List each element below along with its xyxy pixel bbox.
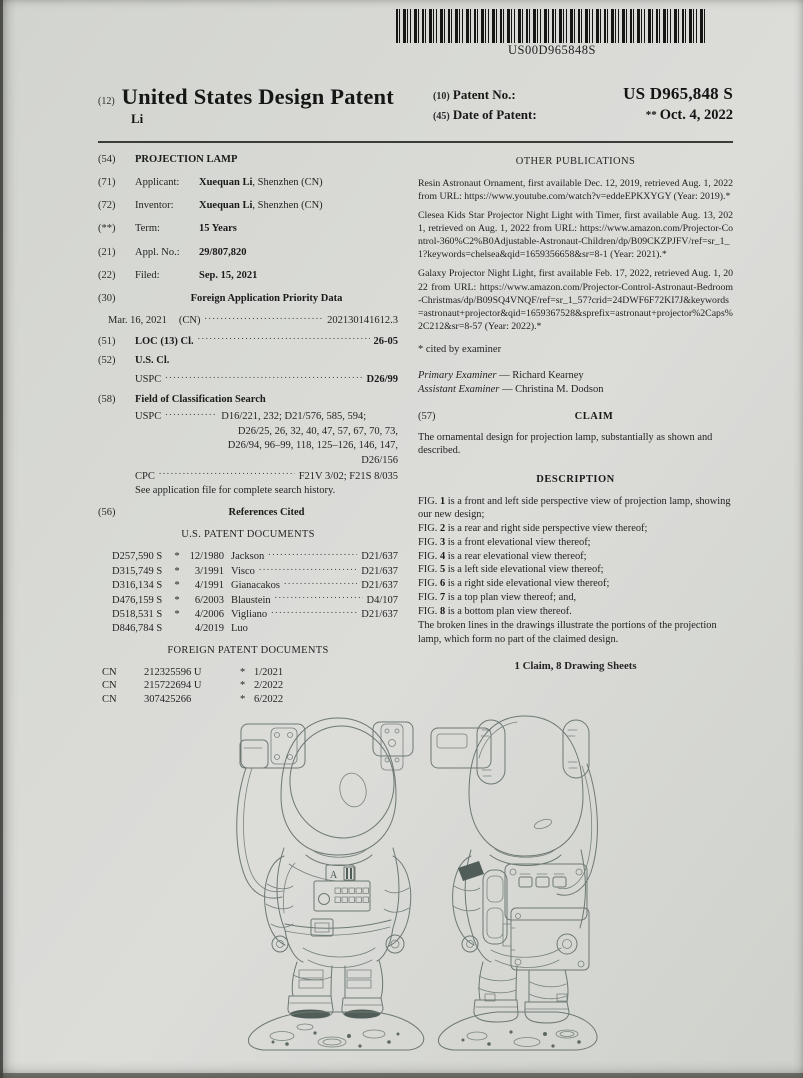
term-value: 15 Years — [199, 223, 237, 235]
ref-date: 4/2006 — [194, 609, 224, 621]
field-56: (56) — [98, 507, 116, 519]
applicant-name: Xuequan Li — [199, 177, 253, 189]
ref-number: D257,590 S — [112, 551, 163, 563]
uspc-row — [135, 372, 398, 387]
header-left — [98, 84, 394, 127]
foreign-country: CN — [102, 680, 117, 692]
field-code-10: (10) — [433, 91, 450, 102]
field-51: (51) — [98, 335, 116, 347]
ref-star: * — [174, 609, 180, 621]
primary-examiner-label: Primary Examiner — [418, 369, 497, 381]
ref-star: * — [174, 594, 180, 606]
applicant-label: Applicant: — [135, 177, 180, 189]
search-uspc-label: USPC — [135, 411, 162, 423]
dot-leader — [284, 578, 357, 588]
ref-class: D21/637 — [361, 551, 398, 563]
foreign-country: CN — [102, 666, 117, 678]
field-54: (54) — [98, 154, 116, 165]
ref-name: Blaustein — [231, 594, 271, 606]
astronaut-figures-drawing — [227, 698, 605, 1056]
right-column — [418, 153, 733, 707]
search-uspc-line1: D16/221, 232; D21/576, 585, 594; — [221, 411, 367, 423]
term-label: Term: — [135, 223, 160, 235]
appl-no-value: 29/807,820 — [199, 246, 247, 258]
priority-date: Mar. 16, 2021 — [108, 315, 167, 327]
field-52: (52) — [98, 354, 116, 366]
ref-number: D518,531 S — [112, 609, 163, 621]
ref-class: D21/637 — [361, 580, 398, 592]
inventor-label: Inventor: — [135, 200, 174, 212]
inventor-name: Xuequan Li — [199, 200, 253, 212]
inventor-surname: Li — [131, 111, 144, 126]
ref-date: 6/2003 — [194, 594, 224, 606]
invention-title: PROJECTION LAMP — [135, 154, 238, 165]
table-row — [102, 679, 398, 693]
patent-drawing — [98, 698, 733, 1061]
figure-description: FIG. 4 is a rear elevational view thereof; — [418, 550, 587, 562]
loc-value: 26-05 — [373, 335, 398, 347]
ref-class: D21/637 — [361, 609, 398, 621]
loc-label: LOC (13) Cl. — [135, 335, 194, 347]
field-of-search-label: Field of Classification Search — [135, 393, 266, 405]
cited-by-examiner-note: * cited by examiner — [418, 344, 502, 356]
foreign-country: CN — [102, 693, 117, 705]
ref-number: D476,159 S — [112, 594, 163, 606]
us-patent-docs-heading: U.S. PATENT DOCUMENTS — [181, 528, 315, 540]
assistant-examiner-label: Assistant Examiner — [418, 384, 500, 396]
ref-class: D21/637 — [361, 565, 398, 577]
assistant-examiner-name: — Christina M. Dodson — [502, 384, 604, 396]
ref-class: D4/107 — [366, 594, 398, 606]
left-column — [98, 153, 398, 707]
date-of-patent-label: Date of Patent: — [452, 107, 537, 122]
dot-leader — [198, 334, 370, 344]
foreign-number: 212325596 U — [144, 666, 202, 678]
astronaut-rear-view — [431, 716, 597, 1050]
ref-date: 4/1991 — [194, 580, 224, 592]
claim-text: The ornamental design for projection lamp, substantially as shown and described. — [418, 431, 713, 457]
astronaut-front-view — [236, 718, 423, 1050]
figure-description: FIG. 8 is a bottom plan view thereof. — [418, 605, 572, 617]
field-30: (30) — [98, 292, 116, 304]
table-row — [112, 578, 398, 592]
priority-country: (CN) — [178, 315, 201, 327]
figure-description: FIG. 3 is a front elevational view thereof; — [418, 536, 591, 548]
chest-panel-letter: A — [329, 870, 337, 881]
ref-star: * — [174, 551, 180, 563]
publication-entry: Clesea Kids Star Projector Night Light with Timer, first available Aug. 13, 2021, retrieved on Aug. 1, 2022 from URL: https://www.amazon.com/Projector-Control-360%C2%B0Adjustable-Astronaut-Children/dp/B09CKZPJFV/ref=sr_1_1?keywords=chelsea&qid=1659356658&sr=8-1 (Year: 2021).* — [418, 209, 733, 261]
examiners-block — [418, 369, 733, 397]
uspc-value: D26/99 — [366, 374, 398, 386]
ref-number: D315,749 S — [112, 565, 163, 577]
ref-name: Gianacakos — [231, 580, 280, 592]
priority-heading: Foreign Application Priority Data — [190, 292, 343, 304]
dot-leader — [165, 409, 217, 419]
field-22: (22) — [98, 269, 116, 281]
claim-heading: CLAIM — [574, 410, 614, 422]
patent-number: US D965,848 S — [623, 84, 733, 103]
appl-no-label: Appl. No.: — [135, 246, 180, 258]
us-patent-docs-table — [98, 549, 398, 635]
ref-date: 12/1980 — [189, 551, 224, 563]
dot-leader — [205, 313, 324, 323]
field-57: (57) — [418, 410, 436, 422]
publication-entry: Resin Astronaut Ornament, first available Dec. 12, 2019, retrieved Aug. 1, 2022 from URL: https://www.youtube.com/watch?v=eddeEPKXYGY (Year: 2019).* — [418, 177, 733, 202]
ref-number: D316,134 S — [112, 580, 163, 592]
table-row — [112, 607, 398, 621]
figure-description: FIG. 5 is a left side elevational view thereof; — [418, 564, 604, 576]
search-uspc-line4: D26/156 — [361, 455, 398, 467]
kind-code: (12) — [98, 96, 115, 107]
ref-star: * — [174, 580, 180, 592]
field-of-search-block — [135, 409, 398, 498]
foreign-star: * — [240, 680, 246, 692]
search-cpc-value: F21V 3/02; F21S 8/035 — [298, 470, 398, 482]
figure-description: FIG. 6 is a right side elevational view thereof; — [418, 578, 610, 590]
dot-leader — [271, 607, 357, 617]
barcode-block — [396, 9, 708, 58]
foreign-date: 2/2022 — [254, 680, 284, 692]
barcode-number: US00D965848S — [508, 43, 596, 57]
term-extension-stars: ** — [645, 109, 657, 121]
inventor-location: , Shenzhen (CN) — [252, 200, 323, 212]
filed-label: Filed: — [135, 269, 160, 281]
search-uspc-line2: D26/25, 26, 32, 40, 47, 57, 67, 70, 73, — [237, 425, 398, 437]
field-term: (**) — [98, 223, 116, 235]
publication-entry: Galaxy Projector Night Light, first available Feb. 17, 2022, retrieved Aug. 1, 2022 from URL: https://www.amazon.com/Projector-Control-Astronaut-Bedroom-Christmas/dp/B09SQ4VNQF/ref=sr_1_57?crid=24DWF6F72KI7J&keywords=astronaut+projector&qid=1659367528&sprefix=astronaut+projector%2Caps%2C212&sr=8-57 (Year: 2022).* — [418, 268, 733, 332]
patent-no-label: Patent No.: — [452, 87, 516, 102]
field-21: (21) — [98, 246, 116, 258]
dot-leader — [275, 593, 363, 603]
foreign-date: 6/2022 — [254, 693, 284, 705]
primary-examiner-name: — Richard Kearney — [499, 369, 584, 381]
table-row — [112, 564, 398, 578]
foreign-docs-heading: FOREIGN PATENT DOCUMENTS — [167, 644, 329, 656]
foreign-number: 215722694 U — [144, 680, 202, 692]
ref-name: Vigliano — [231, 609, 268, 621]
field-58: (58) — [98, 393, 116, 405]
figure-description: FIG. 7 is a top plan view thereof; and, — [418, 591, 577, 603]
ref-date: 3/1991 — [194, 565, 224, 577]
figure-description: FIG. 2 is a rear and right side perspective view thereof; — [418, 523, 648, 535]
page-title: United States Design Patent — [121, 84, 394, 109]
ref-name: Luo — [231, 622, 248, 634]
ref-name: Jackson — [231, 551, 265, 563]
dot-leader — [165, 372, 362, 382]
dot-leader — [268, 549, 357, 559]
us-cl-label: U.S. Cl. — [135, 354, 170, 366]
foreign-star: * — [240, 666, 246, 678]
ref-date: 4/2019 — [194, 622, 224, 634]
foreign-number: 307425266 — [144, 693, 192, 705]
header-right — [433, 84, 733, 127]
table-row — [112, 549, 398, 563]
ref-name: Visco — [231, 565, 255, 577]
filed-value: Sep. 15, 2021 — [199, 269, 258, 281]
field-71: (71) — [98, 177, 116, 189]
search-uspc-line3: D26/94, 96–99, 118, 125–126, 146, 147, — [227, 440, 398, 452]
search-cpc-label: CPC — [135, 470, 155, 482]
figure-description: FIG. 1 is a front and left side perspective view of projection lamp, showing our new design; — [418, 495, 731, 521]
uspc-label: USPC — [135, 374, 162, 386]
claims-summary: 1 Claim, 8 Drawing Sheets — [514, 659, 637, 672]
broken-lines-note: The broken lines in the drawings illustrate the portions of the projection lamp, which form no part of the claimed design. — [418, 620, 717, 646]
foreign-date: 1/2021 — [254, 666, 284, 678]
applicant-location: , Shenzhen (CN) — [252, 177, 323, 189]
foreign-star: * — [240, 693, 246, 705]
ref-number: D846,784 S — [112, 622, 163, 634]
ref-star: * — [174, 565, 180, 577]
loc-class-row — [98, 334, 398, 349]
figure-descriptions — [418, 495, 733, 619]
table-row — [102, 666, 398, 680]
search-history-note: See application file for complete search history. — [135, 485, 336, 497]
header-divider — [98, 141, 733, 143]
patent-date: Oct. 4, 2022 — [659, 107, 733, 123]
other-publications-heading: OTHER PUBLICATIONS — [515, 156, 636, 167]
priority-number: 202130141612.3 — [327, 315, 398, 327]
field-code-45: (45) — [433, 111, 450, 122]
dot-leader — [159, 469, 295, 479]
body-columns — [98, 153, 733, 707]
field-72: (72) — [98, 200, 116, 212]
priority-data-row — [108, 313, 398, 328]
table-row — [112, 622, 398, 635]
dot-leader — [259, 564, 357, 574]
references-heading: References Cited — [228, 507, 305, 519]
table-row — [112, 593, 398, 607]
description-heading: DESCRIPTION — [536, 474, 615, 486]
patent-header — [98, 84, 733, 127]
barcode-image — [396, 9, 708, 43]
